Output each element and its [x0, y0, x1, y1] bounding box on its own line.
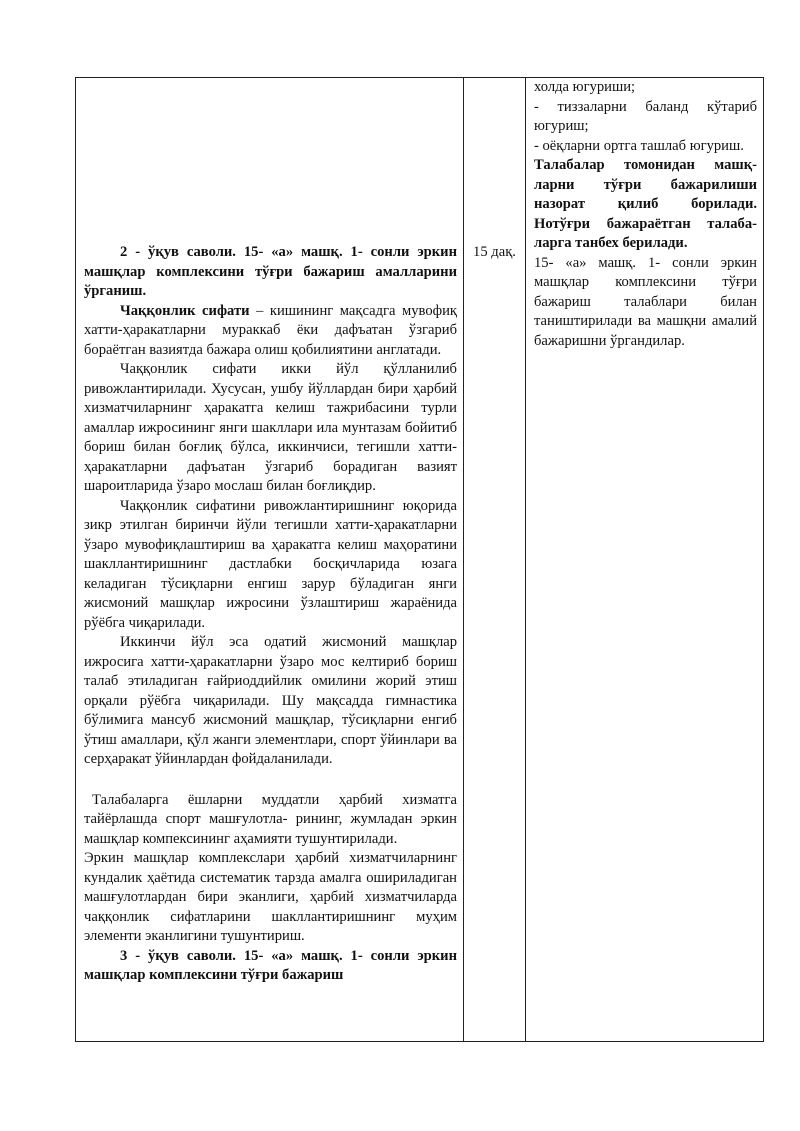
- table-row: [76, 78, 764, 1042]
- question-2-title: 2 - ўқув саволи. 15- «а» машқ. 1- сонли эркин машқлар комплексини тўғри бажариш амалларини ўрганиш.: [84, 244, 457, 299]
- paragraph-4: Иккинчи йўл эса одатий жисмоний машқлар ижросига хатти-ҳаракатларни ўзаро мос келтириб бориш талаб этиладиган ғайриоддийлик омилини жорий этиш орқали рўёбга чиқарилади. Шу мақсадда гимнастика бўлимига мансуб жисмоний машқлар, тўсиқларни енгиб ўтиш амаллари, қўл жанги элементлари, спорт ўйинлари ва серҳаракат ўйинлардан фойдаланилади.: [84, 634, 457, 767]
- content-cell: [76, 78, 464, 1042]
- method-line-2: - тиззаларни баланд кўтариб югуриш;: [534, 98, 757, 134]
- paragraph-2: Чаққонлик сифати икки йўл қўлланилиб ривожлантирилади. Хусусан, ушбу йўллардан бири ҳарбий хизматчиларнинг ҳаракатга келиш тажрибасини турли амаллар ижросининг янги шакллари ила мунтазам бойитиб бориш билан боғлиқ бўлса, иккинчиси, тегишли хатти-ҳаракатларни дафъатан ўзгариб борадиган вазият шароитларида ўзаро мослаш билан боғлиқдир.: [84, 361, 457, 494]
- paragraph-6: Эркин машқлар комплекслари ҳарбий хизматчиларнинг кундалик ҳаётида систематик тарзда амалга ошириладиган машғулотлардан бири эканлиги, ҳарбий хизматчиларда чаққонлик сифатларини шакллантиришнинг муҳим элементи эканлигини тушунтириш.: [84, 850, 457, 944]
- agility-definition: [84, 302, 457, 361]
- method-line-4: 15- «а» машқ. 1- сонли эркин машқлар комплексини тўғри бажариш талаблари билан таништирилади ва машқни амалий бажаришни ўргандилар.: [534, 254, 757, 349]
- lesson-table: [75, 77, 764, 1042]
- control-note: Талабалар томонидан машқ-ларни тўғри бажарилиши назорат қилиб борилади. Нотўғри бажараётган талаба-ларга танбех берилади.: [534, 157, 757, 251]
- duration-cell: [464, 78, 526, 1042]
- method-line-3: - оёқларни ортга ташлаб югуриш.: [534, 137, 744, 154]
- question-3-title: 3 - ўқув саволи. 15- «а» машқ. 1- сонли эркин машқлар комплексини тўғри бажариш: [84, 947, 457, 983]
- method-line-1: холда югуриши;: [534, 79, 636, 95]
- paragraph-3: Чаққонлик сифатини ривожлантиришнинг юқорида зикр этилган биринчи йўли тегишли хатти-ҳаракатларни ўзаро мувофиқлаштириш ва ҳаракатга келиш маҳоратини шакллантиришнинг дастлабки босқичларида юзага келадиган тўсиқларни енгиш зарур бўладиган янги жисмоний машқлар ижросини ўзлаштириш жараёнида рўёбга чиқарилади.: [84, 497, 457, 631]
- paragraph-5: Талабаларга ёшларни муддатли ҳарбий хизматга тайёрлашда спорт машғулотла- рининг, жумладан эркин машқлар компексининг аҳамияти тушунтирилади.: [84, 791, 457, 847]
- agility-term: Чаққонлик сифати: [120, 302, 250, 319]
- duration-text: 15 дақ.: [473, 244, 516, 260]
- method-cell: [526, 78, 764, 1042]
- agility-definition-text: – кишининг мақсадга мувофиқ хатти-ҳаракатларни мураккаб ёки дафъатан ўзгариб бораётган вазиятда бажара олиш қобилиятини англатади.: [84, 302, 457, 358]
